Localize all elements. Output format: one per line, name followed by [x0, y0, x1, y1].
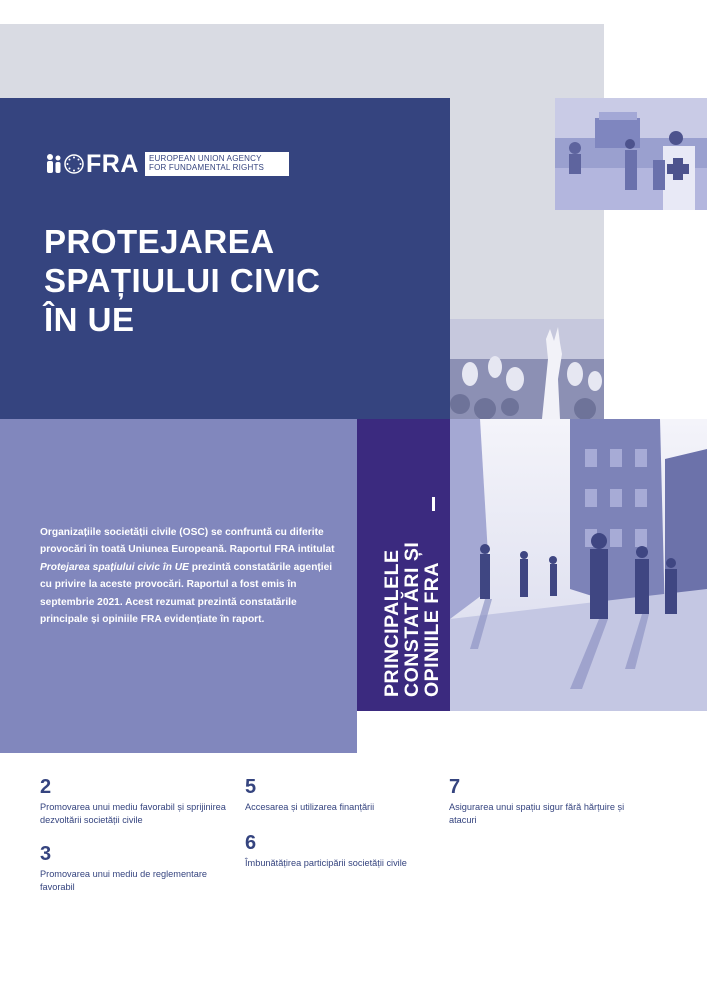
side-label-divider — [432, 497, 435, 511]
people-icon — [44, 153, 86, 175]
contents-item-label: Promovarea unui mediu favorabil și sprijinirea dezvoltării societății civile — [40, 802, 226, 825]
intro-report-title: Protejarea spațiului civic în UE — [40, 561, 189, 573]
contents-item-page-7[interactable] — [449, 776, 629, 827]
logo-agency-box — [145, 152, 289, 176]
side-label-text — [382, 497, 442, 697]
fra-logo — [0, 150, 265, 178]
logo-agency-line2: FOR FUNDAMENTAL RIGHTS — [149, 163, 265, 172]
title-line-2: SPAȚIULUI CIVIC — [44, 262, 321, 299]
photo-city-street-pedestrians — [450, 419, 707, 711]
contents-item-label: Asigurarea unui spațiu sigur fără hărțuire și atacuri — [449, 802, 625, 825]
side-label — [381, 497, 443, 697]
intro-paragraph — [40, 524, 340, 628]
intro-text-part1: Organizațiile societății civile (OSC) se confruntă cu diferite provocări în toată Uniunea Europeană. Raportul FRA intitulat — [40, 527, 335, 556]
contents-item-page-5[interactable] — [245, 776, 435, 814]
contents-page-number: 5 — [245, 776, 257, 798]
contents-item-page-6[interactable] — [245, 832, 445, 870]
intro-text-part2: prezintă constatările agenției cu privire la aceste provocări. Raportul a fost emis în septembrie 2021. Acest rezumat prezintă constatările principale și opiniile FRA evidențiate în raport. — [40, 561, 333, 626]
photo-humanitarian-aid — [555, 98, 707, 210]
side-label-line-1: PRINCIPALELE — [381, 549, 403, 697]
contents-page-number: 7 — [449, 776, 461, 798]
contents-item-label: Îmbunătățirea participării societății civile — [245, 858, 407, 868]
photo-crowd-raised-hands — [450, 319, 604, 419]
side-label-line-2: CONSTATĂRI ȘI — [401, 541, 423, 697]
title-line-3: ÎN UE — [44, 301, 135, 338]
contents-item-page-2[interactable] — [40, 776, 240, 827]
document-title — [44, 222, 424, 339]
side-label-line-3: OPINIILE FRA — [421, 562, 443, 697]
logo-acronym: FRA — [86, 150, 139, 178]
logo-agency-line1: EUROPEAN UNION AGENCY — [149, 154, 262, 163]
contents-item-label: Promovarea unui mediu de reglementare favorabil — [40, 869, 207, 892]
contents-page-number: 3 — [40, 843, 52, 865]
contents-item-page-3[interactable] — [40, 843, 240, 894]
contents-page-number: 2 — [40, 776, 52, 798]
contents-page-number: 6 — [245, 832, 257, 854]
contents-item-label: Accesarea și utilizarea finanțării — [245, 802, 375, 812]
title-line-1: PROTEJAREA — [44, 223, 275, 260]
